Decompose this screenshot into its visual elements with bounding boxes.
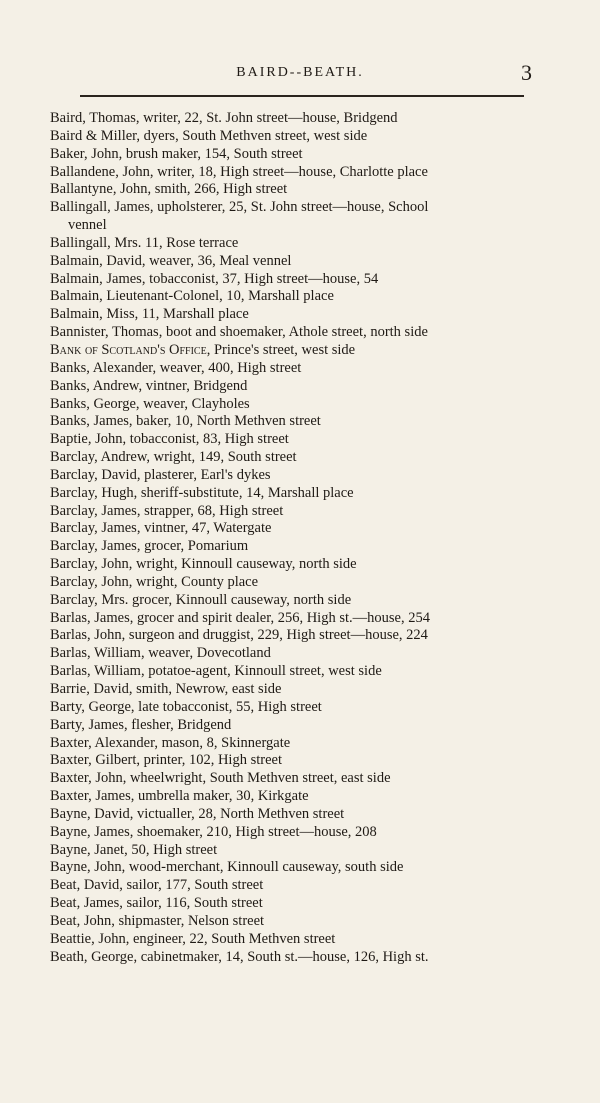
entry-text: Barclay, John, wright, County place xyxy=(50,573,259,590)
directory-entry xyxy=(50,324,546,342)
directory-entry xyxy=(50,199,546,235)
directory-entry xyxy=(50,752,546,770)
directory-entry xyxy=(50,877,546,895)
page-number: 3 xyxy=(521,60,532,85)
directory-entry xyxy=(50,627,546,645)
directory-entries xyxy=(50,110,546,967)
directory-entry xyxy=(50,181,546,199)
directory-entry xyxy=(50,538,546,556)
directory-entry xyxy=(50,806,546,824)
directory-entry xyxy=(50,610,546,628)
entry-text: Barclay, Andrew, wright, 149, South street xyxy=(50,449,297,466)
directory-entry xyxy=(50,146,546,164)
directory-entry xyxy=(50,288,546,306)
entry-text: Banks, James, baker, 10, North Methven street xyxy=(50,413,321,430)
directory-entry xyxy=(50,164,546,182)
directory-entry xyxy=(50,485,546,503)
directory-entry xyxy=(50,842,546,860)
directory-entry xyxy=(50,342,546,360)
entry-text: Bayne, Janet, 50, High street xyxy=(50,841,218,858)
header-rule xyxy=(80,95,524,97)
entry-text: Balmain, Lieutenant-Colonel, 10, Marshall place xyxy=(50,288,334,305)
directory-entry xyxy=(50,788,546,806)
entry-text: Baker, John, brush maker, 154, South street xyxy=(50,145,303,162)
entry-text: Banks, Alexander, weaver, 400, High street xyxy=(50,359,302,376)
entry-text: Ballandene, John, writer, 18, High street—house, Charlotte place xyxy=(50,163,428,180)
entry-text: Bayne, David, victualler, 28, North Methven street xyxy=(50,805,345,822)
directory-entry xyxy=(50,128,546,146)
entry-text: Balmain, David, weaver, 36, Meal vennel xyxy=(50,252,292,269)
entry-text: Bayne, John, wood-merchant, Kinnoull causeway, south side xyxy=(50,859,404,876)
directory-entry xyxy=(50,431,546,449)
entry-text: Ballingall, Mrs. 11, Rose terrace xyxy=(50,234,239,251)
directory-entry xyxy=(50,306,546,324)
directory-entry xyxy=(50,378,546,396)
entry-text: Baxter, Gilbert, printer, 102, High street xyxy=(50,752,282,769)
entry-text: Beath, George, cabinetmaker, 14, South st.—house, 126, High st. xyxy=(50,948,429,965)
directory-entry xyxy=(50,949,546,967)
entry-text: Beat, James, sailor, 116, South street xyxy=(50,895,263,912)
directory-entry xyxy=(50,681,546,699)
entry-text: , Prince's street, west side xyxy=(206,341,356,358)
entry-text: Baird & Miller, dyers, South Methven street, west side xyxy=(50,127,368,144)
directory-entry xyxy=(50,574,546,592)
directory-entry xyxy=(50,824,546,842)
page-header xyxy=(0,62,600,86)
entry-text: Barty, James, flesher, Bridgend xyxy=(50,716,232,733)
directory-entry xyxy=(50,556,546,574)
directory-entry xyxy=(50,895,546,913)
directory-entry xyxy=(50,770,546,788)
directory-entry xyxy=(50,413,546,431)
directory-entry xyxy=(50,735,546,753)
directory-entry xyxy=(50,253,546,271)
entry-text: Barclay, John, wright, Kinnoull causeway, north side xyxy=(50,556,357,573)
entry-text: Banks, George, weaver, Clayholes xyxy=(50,395,250,412)
entry-text: Beat, John, shipmaster, Nelson street xyxy=(50,912,265,929)
directory-entry xyxy=(50,717,546,735)
directory-entry xyxy=(50,663,546,681)
entry-text: Balmain, James, tobacconist, 37, High street—house, 54 xyxy=(50,270,379,287)
entry-text: Barty, George, late tobacconist, 55, High street xyxy=(50,698,322,715)
entry-text: Barlas, William, weaver, Dovecotland xyxy=(50,645,271,662)
directory-entry xyxy=(50,645,546,663)
entry-text: Baird, Thomas, writer, 22, St. John street—house, Bridgend xyxy=(50,110,398,126)
entry-text: Beat, David, sailor, 177, South street xyxy=(50,877,264,894)
directory-entry xyxy=(50,467,546,485)
directory-entry xyxy=(50,360,546,378)
entry-text: Barclay, Mrs. grocer, Kinnoull causeway, north side xyxy=(50,591,352,608)
directory-entry xyxy=(50,699,546,717)
running-head: BAIRD--BEATH. xyxy=(236,65,364,80)
entry-text: Bannister, Thomas, boot and shoemaker, Athole street, north side xyxy=(50,324,428,341)
entry-text: Bayne, James, shoemaker, 210, High street—house, 208 xyxy=(50,823,377,840)
directory-entry xyxy=(50,503,546,521)
directory-entry xyxy=(50,271,546,289)
entry-text: Barclay, David, plasterer, Earl's dykes xyxy=(50,466,271,483)
entry-text: Barrie, David, smith, Newrow, east side xyxy=(50,681,282,697)
entry-text: Baxter, Alexander, mason, 8, Skinnergate xyxy=(50,734,291,751)
entry-text: Beattie, John, engineer, 22, South Methven street xyxy=(50,930,336,947)
directory-entry xyxy=(50,931,546,949)
entry-name-smallcaps: Bank of Scotland's Office xyxy=(50,341,207,358)
entry-continuation: vennel xyxy=(68,217,107,234)
entry-text: Barlas, James, grocer and spirit dealer, 256, High st.—house, 254 xyxy=(50,609,430,626)
directory-entry xyxy=(50,913,546,931)
directory-entry xyxy=(50,235,546,253)
entry-text: Baxter, John, wheelwright, South Methven street, east side xyxy=(50,770,391,787)
entry-text: Barclay, Hugh, sheriff-substitute, 14, Marshall place xyxy=(50,484,354,501)
entry-text: Barclay, James, strapper, 68, High street xyxy=(50,502,284,519)
directory-entry xyxy=(50,520,546,538)
entry-text: Barlas, John, surgeon and druggist, 229, High street—house, 224 xyxy=(50,627,428,644)
directory-entry xyxy=(50,592,546,610)
entry-text: Ballingall, James, upholsterer, 25, St. John street—house, School xyxy=(50,199,429,216)
entry-text: Baptie, John, tobacconist, 83, High street xyxy=(50,431,289,448)
entry-text: Barlas, William, potatoe-agent, Kinnoull street, west side xyxy=(50,663,382,680)
entry-text: Baxter, James, umbrella maker, 30, Kirkgate xyxy=(50,788,309,805)
directory-entry xyxy=(50,110,546,128)
directory-entry xyxy=(50,449,546,467)
entry-text: Barclay, James, vintner, 47, Watergate xyxy=(50,520,272,537)
directory-entry xyxy=(50,396,546,414)
directory-entry xyxy=(50,859,546,877)
entry-text: Ballantyne, John, smith, 266, High street xyxy=(50,181,288,198)
entry-text: Banks, Andrew, vintner, Bridgend xyxy=(50,377,248,394)
entry-text: Balmain, Miss, 11, Marshall place xyxy=(50,306,249,323)
entry-text: Barclay, James, grocer, Pomarium xyxy=(50,538,249,555)
